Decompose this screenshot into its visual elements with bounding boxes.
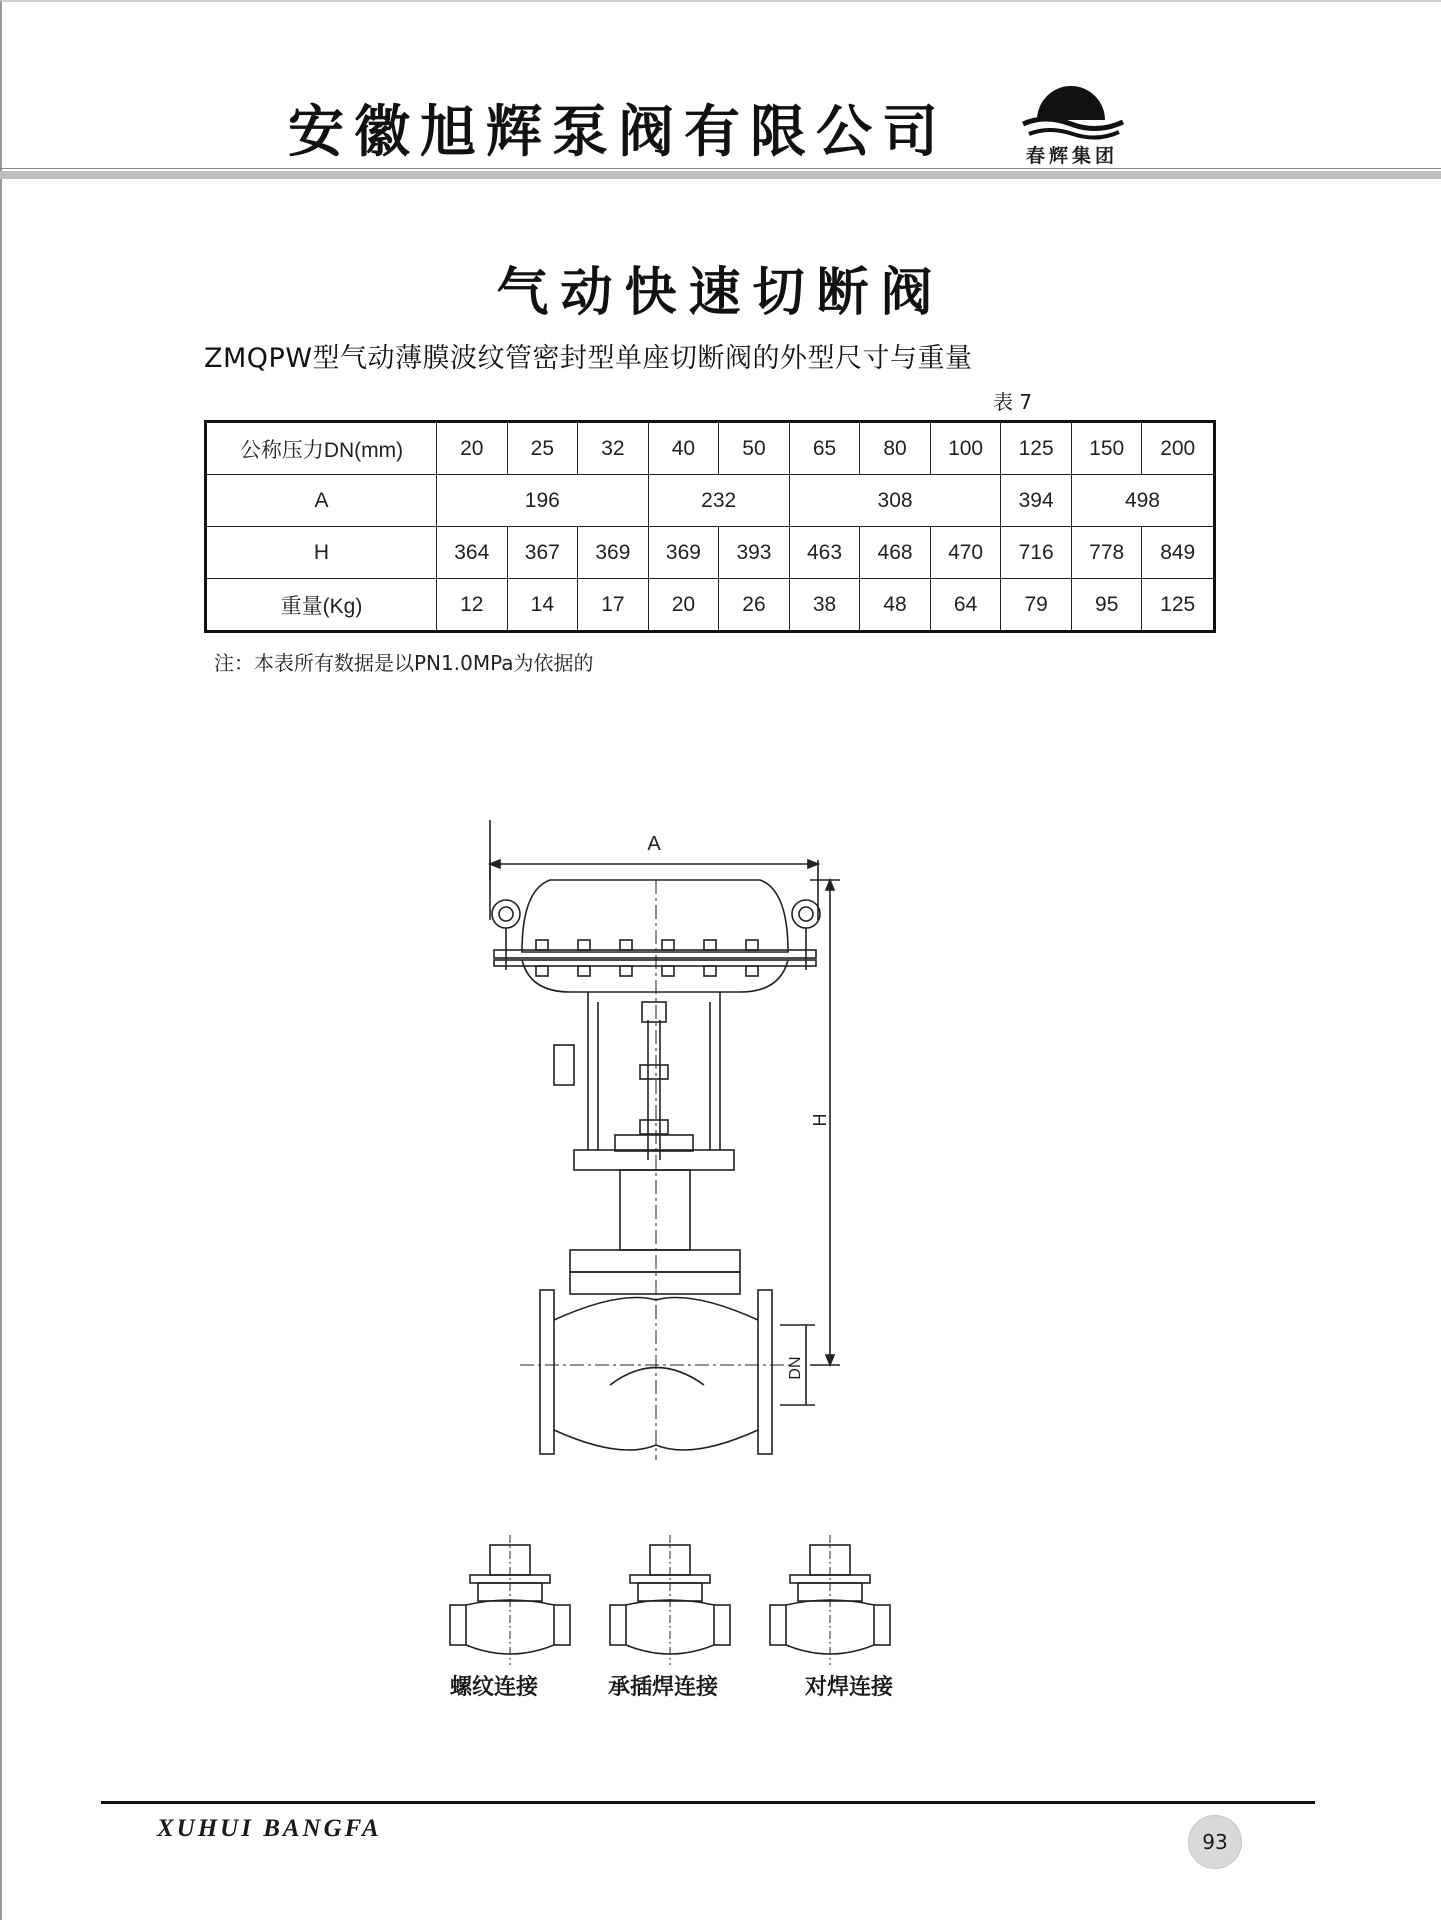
table-caption: ZMQPW型气动薄膜波纹管密封型单座切断阀的外型尺寸与重量 (204, 343, 973, 374)
row-header: 重量(Kg) (206, 579, 437, 632)
variant-label-threaded: 螺纹连接 (450, 1674, 539, 1700)
table-cell: 40 (648, 422, 719, 475)
table-cell: 125 (1001, 422, 1072, 475)
table-cell: 32 (578, 422, 649, 475)
table-cell: 200 (1142, 422, 1215, 475)
table-cell: 369 (578, 527, 649, 579)
valve-drawing (470, 820, 870, 1470)
dimension-dn-label: DN (787, 1356, 804, 1380)
table-row (206, 422, 1215, 475)
spec-table (204, 420, 1216, 633)
table-cell: 38 (789, 579, 860, 632)
variant-label-butt-weld: 对焊连接 (805, 1674, 894, 1700)
table-cell: 12 (437, 579, 508, 632)
table-cell: 64 (930, 579, 1001, 632)
table-cell: 20 (648, 579, 719, 632)
table-cell: 498 (1071, 475, 1214, 527)
row-header: H (206, 527, 437, 579)
table-row (206, 579, 1215, 632)
table-cell: 100 (930, 422, 1001, 475)
header-band (0, 171, 1441, 179)
table-cell: 65 (789, 422, 860, 475)
table-cell: 463 (789, 527, 860, 579)
dimension-a-label: A (647, 833, 661, 855)
table-cell: 232 (648, 475, 789, 527)
dimension-h-label: H (810, 1113, 830, 1127)
table-cell: 17 (578, 579, 649, 632)
table-cell: 150 (1071, 422, 1142, 475)
table-cell: 468 (860, 527, 931, 579)
logo-text: 春辉集团 (1025, 145, 1118, 167)
table-cell: 778 (1071, 527, 1142, 579)
table-cell: 367 (507, 527, 578, 579)
table-number: 表 7 (993, 390, 1033, 414)
table-cell: 196 (437, 475, 649, 527)
table-cell: 369 (648, 527, 719, 579)
company-name: 安徽旭辉泵阀有限公司 (288, 100, 948, 165)
table-cell: 26 (719, 579, 790, 632)
footer-divider (101, 1801, 1315, 1804)
footer-brand: XUHUI BANGFA (157, 1815, 382, 1842)
table-cell: 50 (719, 422, 790, 475)
table-cell: 364 (437, 527, 508, 579)
table-cell: 80 (860, 422, 931, 475)
variant-label-socket-weld: 承插焊连接 (608, 1674, 719, 1700)
page-header (0, 0, 1441, 182)
table-cell: 20 (437, 422, 508, 475)
table-cell: 79 (1001, 579, 1072, 632)
table-cell: 125 (1142, 579, 1215, 632)
table-cell: 394 (1001, 475, 1072, 527)
header-divider (0, 168, 1441, 169)
table-cell: 470 (930, 527, 1001, 579)
row-header: 公称压力DN(mm) (206, 422, 437, 475)
page-title: 气动快速切断阀 (496, 263, 945, 323)
table-cell: 14 (507, 579, 578, 632)
table-cell: 308 (789, 475, 1001, 527)
table-row (206, 475, 1215, 527)
table-cell: 849 (1142, 527, 1215, 579)
table-note: 注：本表所有数据是以PN1.0MPa为依据的 (214, 651, 594, 675)
table-cell: 716 (1001, 527, 1072, 579)
table-row (206, 527, 1215, 579)
table-cell: 25 (507, 422, 578, 475)
row-header: A (206, 475, 437, 527)
table-cell: 393 (719, 527, 790, 579)
table-cell: 95 (1071, 579, 1142, 632)
table-cell: 48 (860, 579, 931, 632)
page-number: 93 (1188, 1815, 1242, 1869)
